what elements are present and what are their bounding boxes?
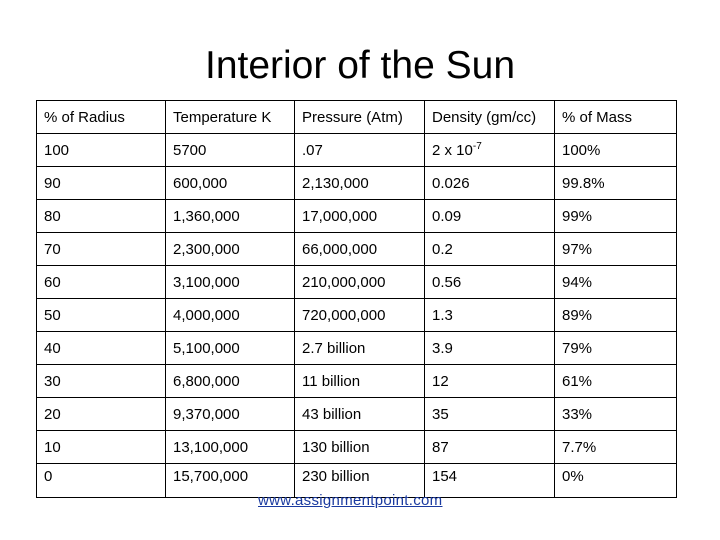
- slide-title: Interior of the Sun: [204, 44, 516, 87]
- cell-temperature: 600,000: [166, 167, 295, 200]
- cell-radius: 30: [37, 365, 166, 398]
- header-density: Density (gm/cc): [425, 101, 555, 134]
- cell-mass: 89%: [555, 299, 677, 332]
- cell-radius: 0: [37, 464, 166, 498]
- cell-radius: 10: [37, 431, 166, 464]
- density-base: 2 x 10: [432, 141, 473, 159]
- cell-temperature: 3,100,000: [166, 266, 295, 299]
- cell-density: 0.026: [425, 167, 555, 200]
- table-row: [37, 167, 677, 200]
- table-row: [37, 134, 677, 167]
- cell-pressure: 2.7 billion: [295, 332, 425, 365]
- table-row: [37, 266, 677, 299]
- header-mass: % of Mass: [555, 101, 677, 134]
- density-exponent: -7: [472, 140, 482, 152]
- cell-radius: 100: [37, 134, 166, 167]
- cell-pressure: 11 billion: [295, 365, 425, 398]
- cell-pressure: 230 billion: [295, 464, 425, 498]
- cell-mass: 94%: [555, 266, 677, 299]
- cell-temperature: 6,800,000: [166, 365, 295, 398]
- cell-temperature: 9,370,000: [166, 398, 295, 431]
- cell-mass: 99.8%: [555, 167, 677, 200]
- cell-pressure: 130 billion: [295, 431, 425, 464]
- cell-density: 0.09: [425, 200, 555, 233]
- table-row: [37, 398, 677, 431]
- cell-mass: 0%: [555, 464, 677, 498]
- table-header-row: [37, 101, 677, 134]
- cell-mass: 61%: [555, 365, 677, 398]
- cell-density: 3.9: [425, 332, 555, 365]
- cell-mass: 33%: [555, 398, 677, 431]
- cell-density: 1.3: [425, 299, 555, 332]
- cell-pressure: 2,130,000: [295, 167, 425, 200]
- cell-mass: 79%: [555, 332, 677, 365]
- cell-density: 0.56: [425, 266, 555, 299]
- cell-pressure: .07: [295, 134, 425, 167]
- cell-pressure: 43 billion: [295, 398, 425, 431]
- cell-pressure: 210,000,000: [295, 266, 425, 299]
- table-row: [37, 233, 677, 266]
- cell-density: 12: [425, 365, 555, 398]
- cell-temperature: 13,100,000: [166, 431, 295, 464]
- cell-temperature: 15,700,000: [166, 464, 295, 498]
- cell-temperature: 4,000,000: [166, 299, 295, 332]
- cell-radius: 20: [37, 398, 166, 431]
- cell-mass: 100%: [555, 134, 677, 167]
- header-radius: % of Radius: [37, 101, 166, 134]
- cell-radius: 50: [37, 299, 166, 332]
- cell-density: 87: [425, 431, 555, 464]
- cell-radius: 70: [37, 233, 166, 266]
- cell-density: 0.2: [425, 233, 555, 266]
- cell-temperature: 1,360,000: [166, 200, 295, 233]
- cell-radius: 40: [37, 332, 166, 365]
- table-row: [37, 299, 677, 332]
- cell-density: 35: [425, 398, 555, 431]
- cell-mass: 97%: [555, 233, 677, 266]
- cell-mass: 7.7%: [555, 431, 677, 464]
- header-pressure: Pressure (Atm): [295, 101, 425, 134]
- cell-temperature: 5700: [166, 134, 295, 167]
- cell-pressure: 17,000,000: [295, 200, 425, 233]
- cell-density: [425, 134, 555, 167]
- cell-radius: 90: [37, 167, 166, 200]
- cell-mass: 99%: [555, 200, 677, 233]
- cell-density: 154: [425, 464, 555, 498]
- table-row: [37, 431, 677, 464]
- table-row: [37, 200, 677, 233]
- cell-radius: 60: [37, 266, 166, 299]
- table-row: [37, 332, 677, 365]
- header-temperature: Temperature K: [166, 101, 295, 134]
- watermark-link[interactable]: www.assignmentpoint.com: [258, 492, 443, 509]
- cell-radius: 80: [37, 200, 166, 233]
- table-row: [37, 365, 677, 398]
- sun-interior-table: [36, 100, 677, 498]
- cell-temperature: 5,100,000: [166, 332, 295, 365]
- cell-pressure: 720,000,000: [295, 299, 425, 332]
- cell-temperature: 2,300,000: [166, 233, 295, 266]
- cell-pressure: 66,000,000: [295, 233, 425, 266]
